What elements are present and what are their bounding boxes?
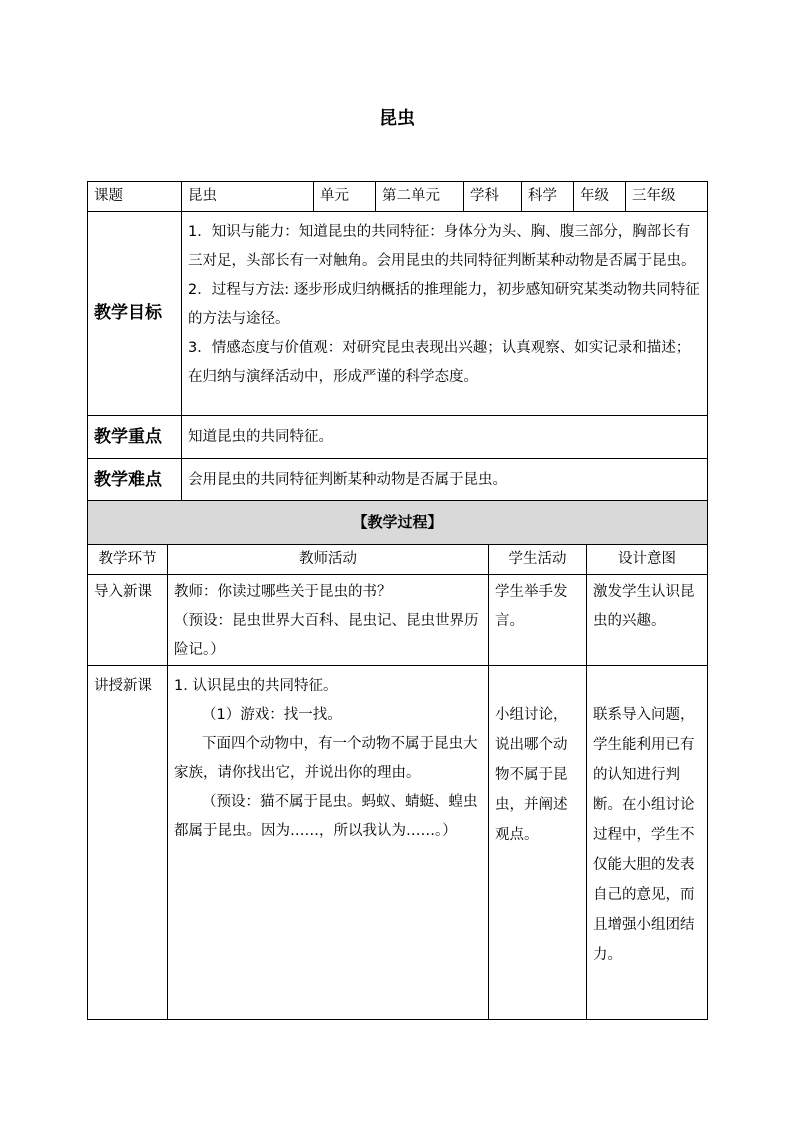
course-label: 课题: [88, 182, 182, 212]
teacher-line: 教师：你读过哪些关于昆虫的书？: [174, 584, 392, 600]
column-header: 学生活动: [489, 545, 587, 575]
table-row: [88, 575, 708, 666]
document-title: 昆虫: [379, 108, 415, 129]
course-value: 昆虫: [182, 182, 314, 212]
subject-label: 学科: [464, 182, 522, 212]
unit-label: 单元: [314, 182, 376, 212]
teacher-activity-cell: [168, 666, 489, 1020]
design-intent-cell: 激发学生认识昆虫的兴趣。: [587, 575, 708, 666]
key-point-label: 教学重点: [88, 416, 182, 459]
teacher-line: 1. 认识昆虫的共同特征。: [174, 678, 338, 694]
process-heading: 【教学过程】: [88, 501, 708, 545]
goal-item: 3．情感态度与价值观：对研究昆虫表现出兴趣；认真观察、如实记录和描述；在归纳与演绎活动中，形成严谨的科学态度。: [188, 340, 691, 385]
process-header-row: [88, 545, 708, 575]
teacher-line: （1）游戏：找一找。: [202, 707, 342, 723]
student-activity-cell: 小组讨论，说出哪个动物不属于昆虫，并阐述观点。: [489, 666, 587, 1020]
subject-value: 科学: [522, 182, 574, 212]
teacher-line: （预设：猫不属于昆虫。蚂蚁、蜻蜓、蝗虫都属于昆虫。因为……，所以我认为……。）: [174, 794, 478, 839]
difficulty-value: 会用昆虫的共同特征判断某种动物是否属于昆虫。: [182, 459, 708, 502]
unit-value: 第二单元: [376, 182, 464, 212]
student-activity-cell: 学生举手发言。: [489, 575, 587, 666]
goal-item: 2．过程与方法: 逐步形成归纳概括的推理能力，初步感知研究某类动物共同特征的方法与途径。: [188, 282, 700, 327]
teaching-process-table: [87, 500, 708, 1020]
stage-cell: 讲授新课: [88, 666, 168, 1020]
teacher-line: （预设：昆虫世界大百科、昆虫记、昆虫世界历险记。）: [174, 613, 479, 658]
table-row: [88, 666, 708, 1020]
goal-item: 1．知识与能力：知道昆虫的共同特征：身体分为头、胸、腹三部分，胸部长有三对足，头部长有一对触角。会用昆虫的共同特征判断某种动物是否属于昆虫。: [188, 224, 696, 269]
process-heading-row: [88, 501, 708, 545]
info-row-difficulty: [88, 459, 708, 502]
info-row-key: [88, 416, 708, 459]
grade-label: 年级: [574, 182, 626, 212]
goals-cell: [182, 212, 708, 416]
difficulty-label: 教学难点: [88, 459, 182, 502]
grade-value: 三年级: [626, 182, 708, 212]
design-intent-cell: 联系导入问题，学生能利用已有的认知进行判断。在小组讨论过程中，学生不仅能大胆的发表自己的意见，而且增强小组团结力。: [587, 666, 708, 1020]
stage-cell: 导入新课: [88, 575, 168, 666]
column-header: 教学环节: [88, 545, 168, 575]
key-point-value: 知道昆虫的共同特征。: [182, 416, 708, 459]
goals-label: 教学目标: [88, 212, 182, 416]
lesson-info-table: [87, 181, 708, 502]
teacher-activity-cell: [168, 575, 489, 666]
column-header: 教师活动: [168, 545, 489, 575]
info-row-goals: [88, 212, 708, 416]
column-header: 设计意图: [587, 545, 708, 575]
teacher-line: 下面四个动物中，有一个动物不属于昆虫大家族，请你找出它，并说出你的理由。: [174, 736, 478, 781]
info-row-basic: [88, 182, 708, 212]
